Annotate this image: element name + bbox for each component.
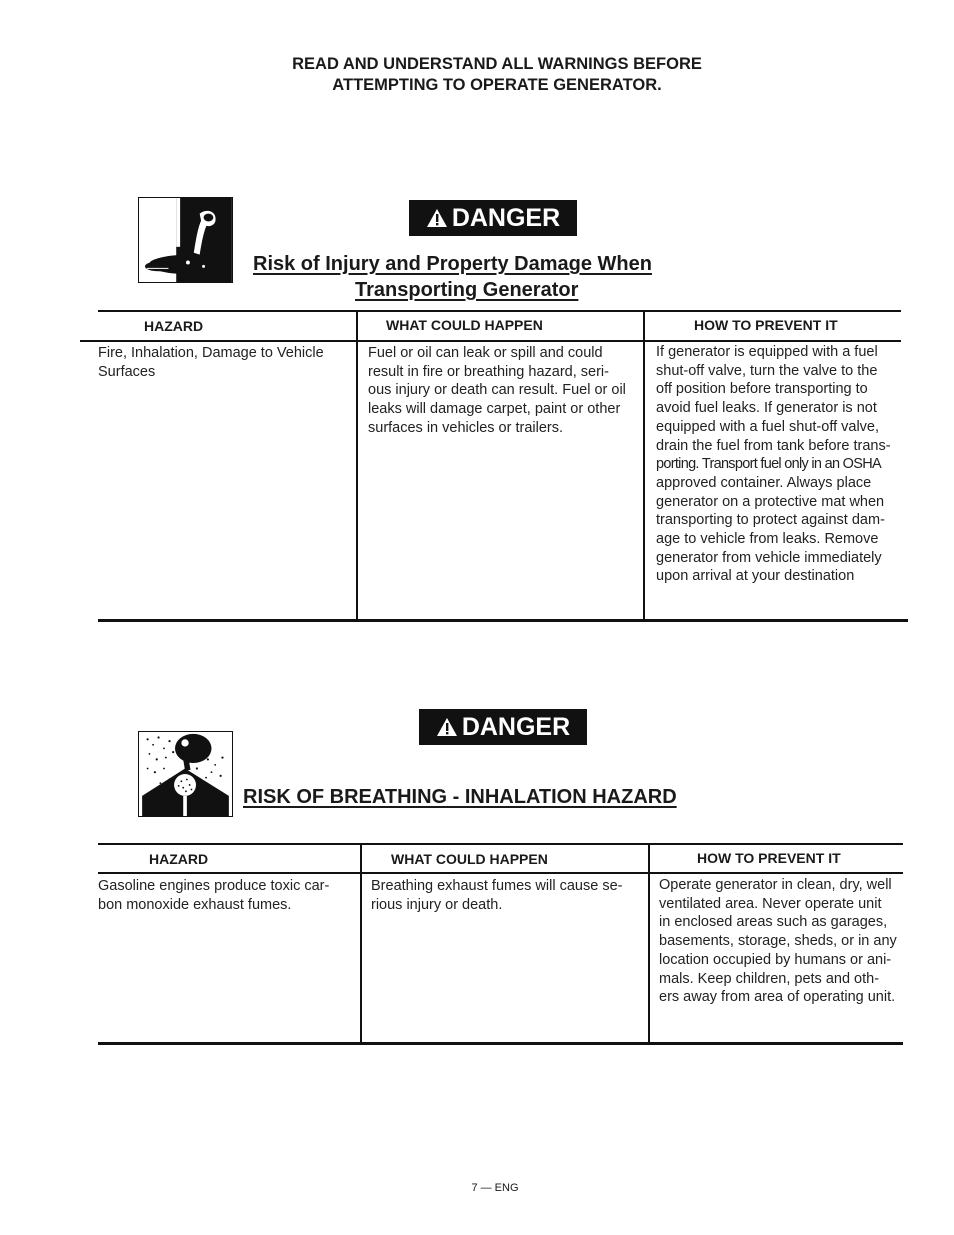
hazard-cell: Gasoline engines produce toxic car- bon monoxide exhaust fumes. [98, 878, 330, 913]
danger-signal-box [419, 709, 587, 745]
header-warning [0, 54, 954, 96]
page-number: 7 — ENG [471, 1182, 519, 1194]
section-title: Risk of Injury and Property Damage When [253, 253, 652, 275]
hazard-cell: Fire, Inhalation, Damage to Vehicle Surfaces [98, 345, 324, 380]
how-to-prevent-cell: Operate generator in clean, dry, well ventilated area. Never operate unit in enclosed areas such as garages, basements, storage, sheds, or in any location occupied by humans or ani- mals. Keep children, pets and oth- ers away from area of operating unit. [659, 877, 897, 1006]
fuel-spill-icon [138, 197, 233, 283]
how-to-prevent-cell: If generator is equipped with a fuel shut-off valve, turn the valve to the off position before transporting to avoid fuel leaks. If generator is not equipped with a fuel shut-off valve, drain the fuel from tank before trans- porting. Transport fuel only in an OSHA approved container. Always place generator on a protective mat when transporting to protect against dam- age to vehicle from leaks. Remove generator from vehicle immediately upon arrival at your destination [656, 344, 891, 585]
toxic-fumes-icon [138, 731, 233, 817]
danger-signal-word: DANGER [451, 203, 561, 232]
column-header-hazard: HAZARD [144, 318, 204, 334]
section-title: RISK OF BREATHING - INHALATION HAZARD [243, 786, 677, 808]
danger-signal-box [409, 200, 577, 236]
column-header-what-could-happen: WHAT COULD HAPPEN [391, 851, 548, 867]
what-could-happen-cell: Fuel or oil can leak or spill and could result in fire or breathing hazard, seri- ous injury or death can result. Fuel or oil leaks will damage carpet, paint or other surfaces in vehicles or trailers. [368, 345, 626, 436]
column-header-hazard: HAZARD [149, 851, 209, 867]
column-header-how-to-prevent: HOW TO PREVENT IT [697, 850, 841, 866]
warning-triangle-icon [426, 208, 448, 228]
warning-triangle-icon [436, 717, 458, 737]
header-warning-line2: ATTEMPTING TO OPERATE GENERATOR. [332, 76, 662, 94]
what-could-happen-cell: Breathing exhaust fumes will cause se- rious injury or death. [371, 878, 623, 913]
header-warning-line1: READ AND UNDERSTAND ALL WARNINGS BEFORE [292, 55, 702, 73]
danger-signal-word: DANGER [461, 712, 571, 741]
column-header-how-to-prevent: HOW TO PREVENT IT [694, 317, 838, 333]
column-header-what-could-happen: WHAT COULD HAPPEN [386, 317, 543, 333]
section-title: Transporting Generator [355, 279, 579, 301]
